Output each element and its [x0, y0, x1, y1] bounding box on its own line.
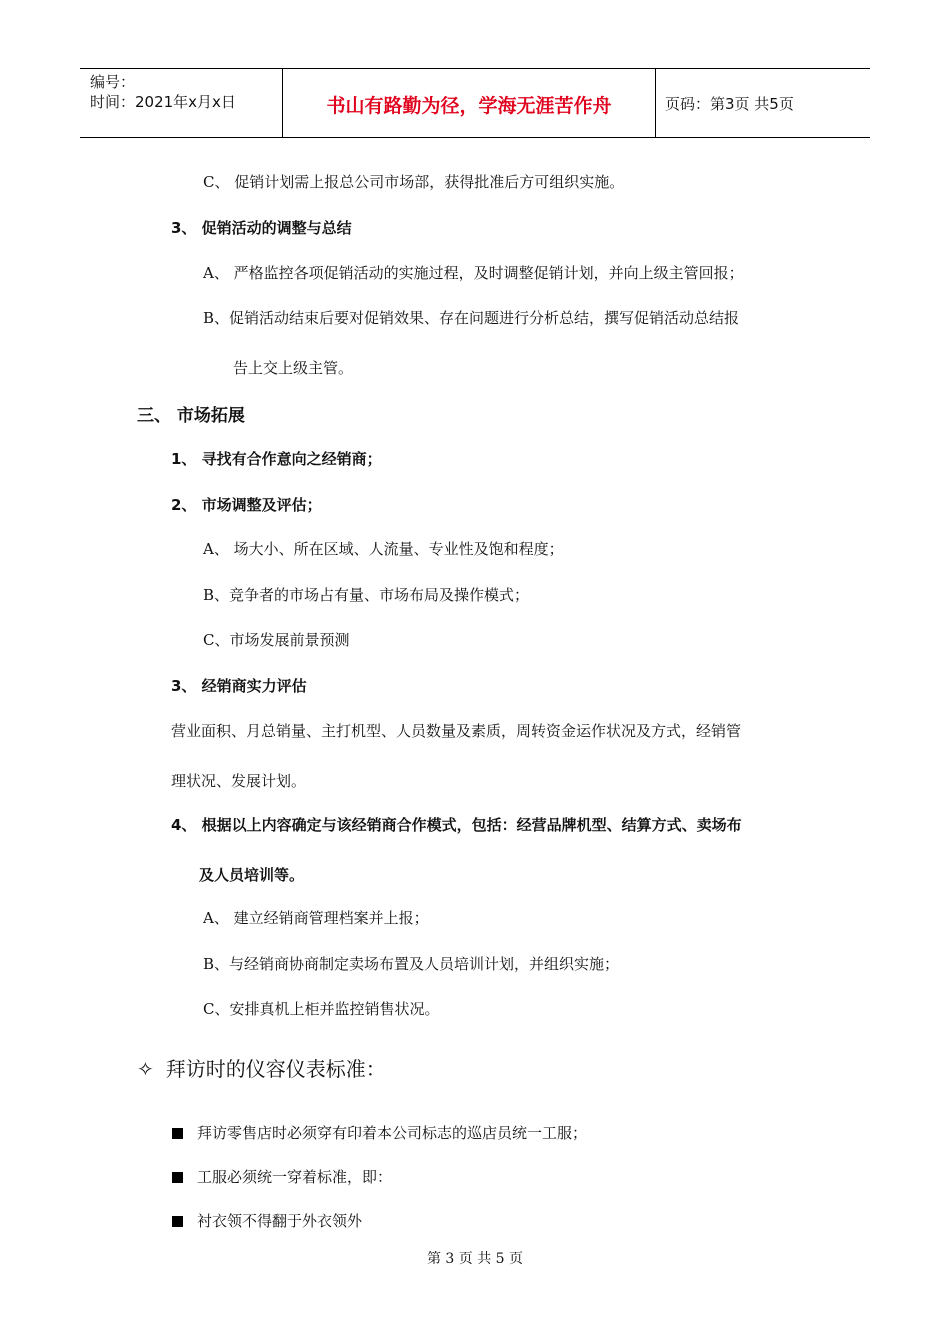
bullet-square-icon: [172, 1216, 183, 1227]
header-page-cell: [655, 69, 870, 137]
bullet-square-icon: [172, 1172, 183, 1183]
page-header: [80, 68, 870, 138]
text-line: A、 场大小、所在区域、人流量、专业性及饱和程度；: [203, 540, 564, 558]
subheading: 1、 寻找有合作意向之经销商；: [171, 450, 382, 468]
section-heading-text: 拜访时的仪容仪表标准：: [165, 1057, 386, 1081]
bullet-square-icon: [172, 1128, 183, 1139]
text-line: C、 促销计划需上报总公司市场部，获得批准后方可组织实施。: [203, 173, 625, 191]
subheading: 3、 促销活动的调整与总结: [171, 219, 352, 237]
text-line: 理状况、发展计划。: [171, 772, 307, 790]
header-info-cell: [80, 69, 282, 137]
text-line: B、竞争者的市场占有量、市场布局及操作模式；: [203, 586, 530, 604]
header-motto-cell: [282, 69, 656, 137]
text-line: A、 建立经销商管理档案并上报；: [203, 909, 429, 927]
diamond-icon: ✧: [137, 1057, 154, 1081]
header-motto: 书山有路勤为径，学海无涯苦作舟: [326, 95, 612, 117]
section-heading: [137, 1053, 386, 1082]
page-footer: 第 3 页 共 5 页: [426, 1251, 524, 1267]
text-line: 营业面积、月总销量、主打机型、人员数量及素质，周转资金运作状况及方式，经销管: [171, 722, 742, 740]
list-item: [172, 1166, 392, 1187]
document-number-label: 编号：: [90, 73, 136, 91]
list-item-text: 衬衣领不得翻于外衣领外: [197, 1212, 363, 1230]
text-line: 告上交上级主管。: [233, 359, 354, 377]
text-line: C、市场发展前景预测: [203, 631, 350, 649]
text-line: A、 严格监控各项促销活动的实施过程，及时调整促销计划，并向上级主管回报；: [203, 264, 744, 282]
text-line: C、安排真机上柜并监控销售状况。: [203, 1000, 440, 1018]
header-page-label: 页码：第3页 共5页: [665, 95, 794, 113]
document-time-label: 时间：2021年x月x日: [90, 93, 236, 111]
text-line: B、促销活动结束后要对促销效果、存在问题进行分析总结，撰写促销活动总结报: [203, 309, 740, 327]
subheading: 4、 根据以上内容确定与该经销商合作模式，包括：经营品牌机型、结算方式、卖场布: [171, 816, 742, 834]
text-line: B、与经销商协商制定卖场布置及人员培训计划，并组织实施；: [203, 955, 620, 973]
list-item: [172, 1210, 362, 1231]
list-item-text: 拜访零售店时必须穿有印着本公司标志的巡店员统一工服；: [197, 1124, 588, 1142]
subheading: 2、 市场调整及评估；: [171, 496, 322, 514]
subheading: 及人员培训等。: [199, 866, 305, 884]
list-item: [172, 1122, 587, 1143]
list-item-text: 工服必须统一穿着标准，即：: [197, 1168, 393, 1186]
section-heading: 三、 市场拓展: [137, 406, 245, 426]
subheading: 3、 经销商实力评估: [171, 677, 307, 695]
